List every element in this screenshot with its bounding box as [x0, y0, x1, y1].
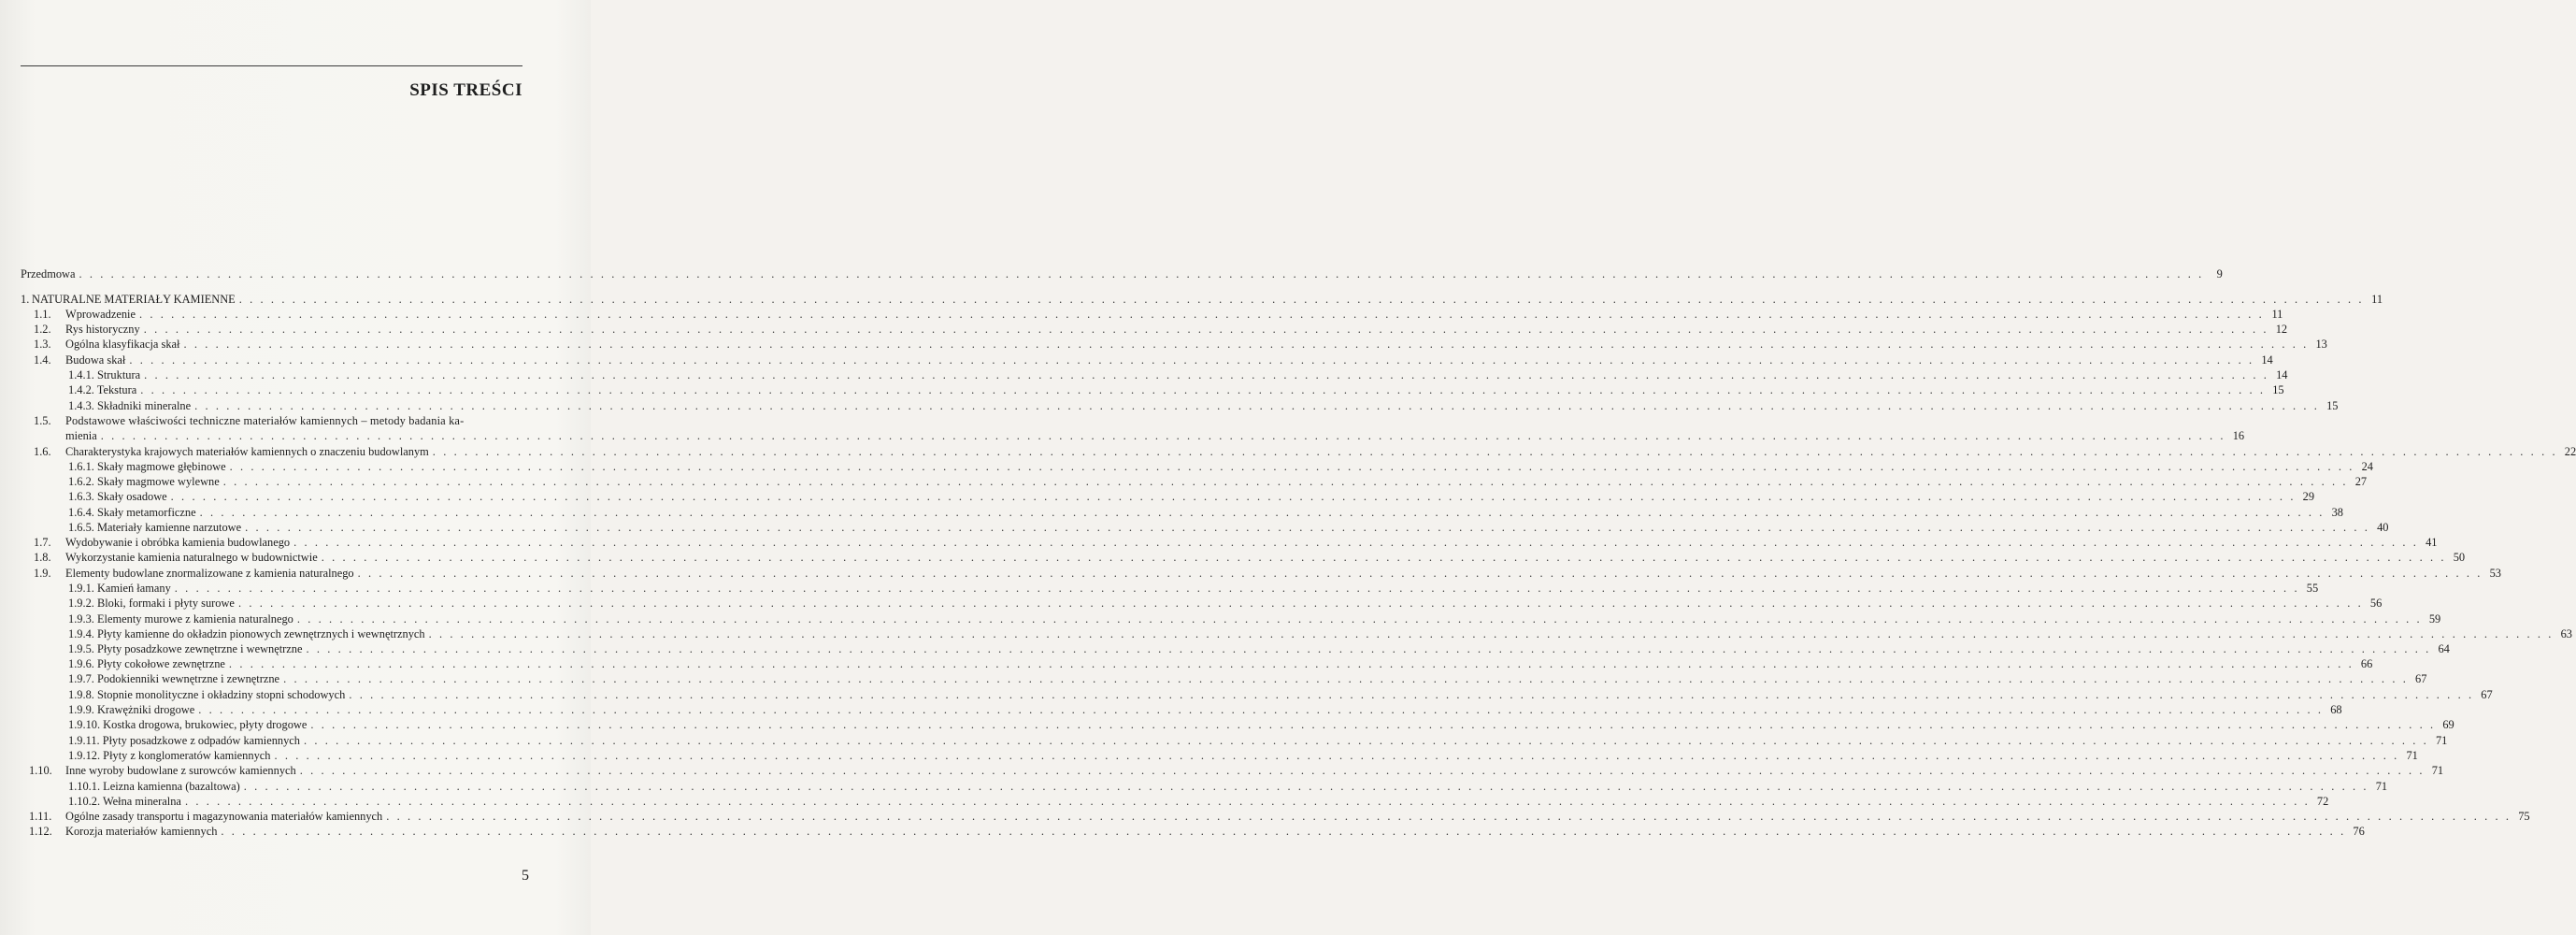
toc-entry-title: 1.9.5. Płyty posadzkowe zewnętrzne i wewnętrzne	[68, 642, 303, 655]
toc-leader-dots: . . . . . . . . . . . . . . . . . . . . . . . . . . . . . . . . . . . . . . . . . . . . . . . . . . . . . . . . . . . . . . . . . . . . . . . . . . . . . . . . . . . . . . . . . . . . . . . . . . . . . . . . . . . . . . . . . . . . . . . . . . . . . . . . . . . . . . . . . . . . . . . . . . . . . . . . . . . . . . . . . . . . . . . . . . . . . . . . . . . . . . . . . . . . . . . . . . . . . . . .	[310, 718, 2436, 731]
toc-leader-dots: . . . . . . . . . . . . . . . . . . . . . . . . . . . . . . . . . . . . . . . . . . . . . . . . . . . . . . . . . . . . . . . . . . . . . . . . . . . . . . . . . . . . . . . . . . . . . . . . . . . . . . . . . . . . . . . . . . . . . . . . . . . . . . . . . . . . . . . . . . . . . . . . . . . . . . . . . . . . . . . . . . . . . . . . . . . . . . . . . . . . . . . . . . . . . . . . . . . . . . . .	[237, 597, 2364, 610]
toc-entry-title: Budowa skał	[65, 353, 126, 367]
toc-leader-dots: . . . . . . . . . . . . . . . . . . . . . . . . . . . . . . . . . . . . . . . . . . . . . . . . . . . . . . . . . . . . . . . . . . . . . . . . . . . . . . . . . . . . . . . . . . . . . . . . . . . . . . . . . . . . . . . . . . . . . . . . . . . . . . . . . . . . . . . . . . . . . . . . . . . . . . . . . . . . . . . . . . . . . . . . . . . . . . . . . . . . . . . . . . . . . . . . . . . . . . . .	[143, 323, 2269, 336]
toc-entry-page: 66	[2360, 657, 2373, 670]
toc-entry-number: 1.4.	[34, 353, 51, 367]
toc-entry-title: 1.10.2. Wełna mineralna	[68, 795, 181, 808]
toc-entry-page: 72	[2316, 795, 2329, 808]
toc-entry-page: 27	[2354, 475, 2368, 488]
toc-leader-dots: . . . . . . . . . . . . . . . . . . . . . . . . . . . . . . . . . . . . . . . . . . . . . . . . . . . . . . . . . . . . . . . . . . . . . . . . . . . . . . . . . . . . . . . . . . . . . . . . . . . . . . . . . . . . . . . . . . . . . . . . . . . . . . . . . . . . . . . . . . . . . . . . . . . . . . . . . . . . . . . . . . . . . . . . . . . . . . . . . . . . . . . . . . . . . . . . . . . . . . . .	[293, 536, 2419, 549]
toc-entry-title: 1.9.3. Elementy murowe z kamienia naturalnego	[68, 612, 293, 626]
toc-entry-page: 55	[2306, 582, 2319, 595]
toc-leader-dots: . . . . . . . . . . . . . . . . . . . . . . . . . . . . . . . . . . . . . . . . . . . . . . . . . . . . . . . . . . . . . . . . . . . . . . . . . . . . . . . . . . . . . . . . . . . . . . . . . . . . . . . . . . . . . . . . . . . . . . . . . . . . . . . . . . . . . . . . . . . . . . . . . . . . . . . . . . . . . . . . . . . . . . . . . . . . . . . . . . . . . . . . . . . . . . . . . . . . . . . .	[245, 521, 2370, 534]
toc-entry-number: 1.2.	[34, 323, 51, 336]
toc-entry-number: 1.10.	[29, 764, 52, 777]
toc-entry-title: 1.9.10. Kostka drogowa, brukowiec, płyty drogowe	[68, 718, 308, 731]
toc-leader-dots: . . . . . . . . . . . . . . . . . . . . . . . . . . . . . . . . . . . . . . . . . . . . . . . . . . . . . . . . . . . . . . . . . . . . . . . . . . . . . . . . . . . . . . . . . . . . . . . . . . . . . . . . . . . . . . . . . . . . . . . . . . . . . . . . . . . . . . . . . . . . . . . . . . . . . . . . . . . . . . . . . . . . . . . . . . . . . . . . . . . . . . . . . . . . . . . . . . . . . . . .	[349, 688, 2474, 701]
toc-entry-page: 29	[2302, 490, 2315, 503]
toc-entry-title: 1.6.2. Skały magmowe wylewne	[68, 475, 220, 488]
toc-entry-page: 14	[2261, 353, 2273, 367]
toc-leader-dots: . . . . . . . . . . . . . . . . . . . . . . . . . . . . . . . . . . . . . . . . . . . . . . . . . . . . . . . . . . . . . . . . . . . . . . . . . . . . . . . . . . . . . . . . . . . . . . . . . . . . . . . . . . . . . . . . . . . . . . . . . . . . . . . . . . . . . . . . . . . . . . . . . . . . . . . . . . . . . . . . . . . . . . . . . . . . . . . . . . . . . . . . . . . . . . . . . . . . . . . .	[183, 338, 2309, 351]
toc-entry-page: 50	[2453, 551, 2466, 564]
toc-leader-dots: . . . . . . . . . . . . . . . . . . . . . . . . . . . . . . . . . . . . . . . . . . . . . . . . . . . . . . . . . . . . . . . . . . . . . . . . . . . . . . . . . . . . . . . . . . . . . . . . . . . . . . . . . . . . . . . . . . . . . . . . . . . . . . . . . . . . . . . . . . . . . . . . . . . . . . . . . . . . . . . . . . . . . . . . . . . . . . . . . . . . . . . . . . . . . . . . . . . . . . . .	[199, 506, 2325, 519]
toc-entry-title: 1.9.7. Podokienniki wewnętrzne i zewnętrzne	[68, 672, 280, 685]
toc-leader-dots: . . . . . . . . . . . . . . . . . . . . . . . . . . . . . . . . . . . . . . . . . . . . . . . . . . . . . . . . . . . . . . . . . . . . . . . . . . . . . . . . . . . . . . . . . . . . . . . . . . . . . . . . . . . . . . . . . . . . . . . . . . . . . . . . . . . . . . . . . . . . . . . . . . . . . . . . . . . . . . . . . . . . . . . . . . . . . . . . . . . . . . . . . . . . . . . . . . . . . . . .	[184, 795, 2311, 808]
toc-entry-title: 1.9.2. Bloki, formaki i płyty surowe	[68, 597, 235, 610]
page-number: 5	[522, 868, 529, 884]
toc-entry-page: 11	[2271, 308, 2283, 321]
toc-leader-dots: . . . . . . . . . . . . . . . . . . . . . . . . . . . . . . . . . . . . . . . . . . . . . . . . . . . . . . . . . . . . . . . . . . . . . . . . . . . . . . . . . . . . . . . . . . . . . . . . . . . . . . . . . . . . . . . . . . . . . . . . . . . . . . . . . . . . . . . . . . . . . . . . . . . . . . . . . . . . . . . . . . . . . . . . . . . . . . . . . . . . . . . . . . . . . . . . . . . . . . . .	[386, 810, 2512, 823]
toc-leader-dots: . . . . . . . . . . . . . . . . . . . . . . . . . . . . . . . . . . . . . . . . . . . . . . . . . . . . . . . . . . . . . . . . . . . . . . . . . . . . . . . . . . . . . . . . . . . . . . . . . . . . . . . . . . . . . . . . . . . . . . . . . . . . . . . . . . . . . . . . . . . . . . . . . . . . . . . . . . . . . . . . . . . . . . . . . . . . . . . . . . . . . . . . . . . . . . . . . . . . . . . .	[222, 475, 2349, 488]
toc-entry-page: 41	[2426, 536, 2438, 549]
table-of-contents	[21, 0, 2576, 935]
toc-entry-page: 71	[2435, 734, 2448, 747]
toc-entry-page: 16	[2232, 429, 2245, 442]
toc-entry-title: mienia	[65, 429, 97, 442]
toc-entry-page: 67	[2415, 672, 2427, 685]
toc-entry-title: 1.9.4. Płyty kamienne do okładzin pionowych zewnętrznych i wewnętrznych	[68, 627, 425, 640]
toc-entry-title: 1.9.11. Płyty posadzkowe z odpadów kamiennych	[68, 734, 300, 747]
toc-entry-number: 1.7.	[34, 536, 51, 549]
toc-entry-title: NATURALNE MATERIAŁY KAMIENNE	[32, 293, 236, 306]
toc-entry-page: 53	[2489, 567, 2501, 580]
toc-entry-title: Ogólne zasady transportu i magazynowania materiałów kamiennych	[65, 810, 383, 823]
toc-entry-number: 1.3.	[34, 338, 51, 351]
toc-entry-number: 1.9.	[34, 567, 51, 580]
toc-entry-title: Inne wyroby budowlane z surowców kamiennych	[65, 764, 296, 777]
toc-entry-page: 12	[2275, 323, 2288, 336]
toc-entry-title: 1.6.5. Materiały kamienne narzutowe	[68, 521, 242, 534]
toc-entry-number: 1.	[21, 293, 30, 306]
toc-leader-dots: . . . . . . . . . . . . . . . . . . . . . . . . . . . . . . . . . . . . . . . . . . . . . . . . . . . . . . . . . . . . . . . . . . . . . . . . . . . . . . . . . . . . . . . . . . . . . . . . . . . . . . . . . . . . . . . . . . . . . . . . . . . . . . . . . . . . . . . . . . . . . . . . . . . . . . . . . . . . . . . . . . . . . . . . . . . . . . . . . . . . . . . . . . . . . . . . . . . . . . . .	[296, 612, 2423, 626]
toc-leader-dots: . . . . . . . . . . . . . . . . . . . . . . . . . . . . . . . . . . . . . . . . . . . . . . . . . . . . . . . . . . . . . . . . . . . . . . . . . . . . . . . . . . . . . . . . . . . . . . . . . . . . . . . . . . . . . . . . . . . . . . . . . . . . . . . . . . . . . . . . . . . . . . . . . . . . . . . . . . . . . . . . . . . . . . . . . . . . . . . . . . . . . . . . . . . . . . . . . . . . . . . .	[129, 353, 2254, 367]
toc-leader-dots: . . . . . . . . . . . . . . . . . . . . . . . . . . . . . . . . . . . . . . . . . . . . . . . . . . . . . . . . . . . . . . . . . . . . . . . . . . . . . . . . . . . . . . . . . . . . . . . . . . . . . . . . . . . . . . . . . . . . . . . . . . . . . . . . . . . . . . . . . . . . . . . . . . . . . . . . . . . . . . . . . . . . . . . . . . . . . . . . . . . . . . . . . . . . . . . . . . . . . . . .	[198, 703, 2324, 716]
toc-entry-number: 1.6.	[34, 445, 51, 458]
toc-leader-dots: . . . . . . . . . . . . . . . . . . . . . . . . . . . . . . . . . . . . . . . . . . . . . . . . . . . . . . . . . . . . . . . . . . . . . . . . . . . . . . . . . . . . . . . . . . . . . . . . . . . . . . . . . . . . . . . . . . . . . . . . . . . . . . . . . . . . . . . . . . . . . . . . . . . . . . . . . . . . . . . . . . . . . . . . . . . . . . . . . . . . . . . . . . . . . . . . . . . . . . . .	[299, 764, 2426, 777]
toc-entry-page: 68	[2330, 703, 2342, 716]
toc-entry-page: 9	[2216, 267, 2223, 280]
toc-entry-page: 56	[2369, 597, 2383, 610]
toc-entry-title: 1.9.12. Płyty z konglomeratów kamiennych	[68, 749, 271, 762]
toc-leader-dots: . . . . . . . . . . . . . . . . . . . . . . . . . . . . . . . . . . . . . . . . . . . . . . . . . . . . . . . . . . . . . . . . . . . . . . . . . . . . . . . . . . . . . . . . . . . . . . . . . . . . . . . . . . . . . . . . . . . . . . . . . . . . . . . . . . . . . . . . . . . . . . . . . . . . . . . . . . . . . . . . . . . . . . . . . . . . . . . . . . . . . . . . . . . . . . . . . . . . . . . .	[432, 445, 2558, 458]
toc-entry-title: 1.4.2. Tekstura	[68, 383, 137, 396]
toc-entry-page: 59	[2428, 612, 2441, 626]
toc-entry-title: Wydobywanie i obróbka kamienia budowlanego	[65, 536, 291, 549]
toc-entry-title: 1.9.8. Stopnie monolityczne i okładziny stopni schodowych	[68, 688, 346, 701]
toc-entry-number: 1.8.	[34, 551, 51, 564]
toc-leader-dots: . . . . . . . . . . . . . . . . . . . . . . . . . . . . . . . . . . . . . . . . . . . . . . . . . . . . . . . . . . . . . . . . . . . . . . . . . . . . . . . . . . . . . . . . . . . . . . . . . . . . . . . . . . . . . . . . . . . . . . . . . . . . . . . . . . . . . . . . . . . . . . . . . . . . . . . . . . . . . . . . . . . . . . . . . . . . . . . . . . . . . . . . . . . . . . . . . . . . . . . .	[194, 399, 2320, 412]
toc-leader-dots: . . . . . . . . . . . . . . . . . . . . . . . . . . . . . . . . . . . . . . . . . . . . . . . . . . . . . . . . . . . . . . . . . . . . . . . . . . . . . . . . . . . . . . . . . . . . . . . . . . . . . . . . . . . . . . . . . . . . . . . . . . . . . . . . . . . . . . . . . . . . . . . . . . . . . . . . . . . . . . . . . . . . . . . . . . . . . . . . . . . . . . . . . . . . . . . . . . . . . . . .	[304, 734, 2429, 747]
page-title: SPIS TREŚCI	[409, 80, 522, 100]
toc-leader-dots: . . . . . . . . . . . . . . . . . . . . . . . . . . . . . . . . . . . . . . . . . . . . . . . . . . . . . . . . . . . . . . . . . . . . . . . . . . . . . . . . . . . . . . . . . . . . . . . . . . . . . . . . . . . . . . . . . . . . . . . . . . . . . . . . . . . . . . . . . . . . . . . . . . . . . . . . . . . . . . . . . . . . . . . . . . . . . . . . . . . . . . . . . . . . . . . . . . . . . . . .	[274, 749, 2399, 762]
toc-entry-title: 1.9.6. Płyty cokołowe zewnętrzne	[68, 657, 225, 670]
toc-entry-number: 1.5.	[34, 414, 51, 427]
toc-entry-title: Charakterystyka krajowych materiałów kamiennych o znaczeniu budowlanym	[65, 445, 429, 458]
toc-leader-dots: . . . . . . . . . . . . . . . . . . . . . . . . . . . . . . . . . . . . . . . . . . . . . . . . . . . . . . . . . . . . . . . . . . . . . . . . . . . . . . . . . . . . . . . . . . . . . . . . . . . . . . . . . . . . . . . . . . . . . . . . . . . . . . . . . . . . . . . . . . . . . . . . . . . . . . . . . . . . . . . . . . . . . . . . . . . . . . . . . . . . . . . . . . . . . . . . . . . . . . . .	[140, 383, 2266, 396]
toc-entry-title: 1.6.1. Skały magmowe głębinowe	[68, 460, 226, 473]
toc-leader-dots: . . . . . . . . . . . . . . . . . . . . . . . . . . . . . . . . . . . . . . . . . . . . . . . . . . . . . . . . . . . . . . . . . . . . . . . . . . . . . . . . . . . . . . . . . . . . . . . . . . . . . . . . . . . . . . . . . . . . . . . . . . . . . . . . . . . . . . . . . . . . . . . . . . . . . . . . . . . . . . . . . . . . . . . . . . . . . . . . . . . . . . . . . . . . . . . . . . . . . . . .	[321, 551, 2447, 564]
toc-entry-title: Korozja materiałów kamiennych	[65, 825, 218, 838]
toc-leader-dots: . . . . . . . . . . . . . . . . . . . . . . . . . . . . . . . . . . . . . . . . . . . . . . . . . . . . . . . . . . . . . . . . . . . . . . . . . . . . . . . . . . . . . . . . . . . . . . . . . . . . . . . . . . . . . . . . . . . . . . . . . . . . . . . . . . . . . . . . . . . . . . . . . . . . . . . . . . . . . . . . . . . . . . . . . . . . . . . . . . . . . . . . . . . . . . . . . . . . . . . .	[243, 780, 2369, 793]
toc-entry-page: 63	[2560, 627, 2572, 640]
toc-leader-dots: . . . . . . . . . . . . . . . . . . . . . . . . . . . . . . . . . . . . . . . . . . . . . . . . . . . . . . . . . . . . . . . . . . . . . . . . . . . . . . . . . . . . . . . . . . . . . . . . . . . . . . . . . . . . . . . . . . . . . . . . . . . . . . . . . . . . . . . . . . . . . . . . . . . . . . . . . . . . . . . . . . . . . . . . . . . . . . . . . . . . . . . . . . . . . . . . . . . . . . . .	[357, 567, 2483, 580]
toc-entry-title: Wprowadzenie	[65, 308, 136, 321]
toc-entry-page: 76	[2353, 825, 2365, 838]
toc-entry-title: Wykorzystanie kamienia naturalnego w budownictwie	[65, 551, 318, 564]
toc-entry-page: 38	[2331, 506, 2343, 519]
toc-entry-title: Ogólna klasyfikacja skał	[65, 338, 180, 351]
toc-leader-dots: . . . . . . . . . . . . . . . . . . . . . . . . . . . . . . . . . . . . . . . . . . . . . . . . . . . . . . . . . . . . . . . . . . . . . . . . . . . . . . . . . . . . . . . . . . . . . . . . . . . . . . . . . . . . . . . . . . . . . . . . . . . . . . . . . . . . . . . . . . . . . . . . . . . . . . . . . . . . . . . . . . . . . . . . . . . . . . . . . . . . . . . . . . . . . . . . . . . . . . . .	[306, 642, 2431, 655]
toc-leader-dots: . . . . . . . . . . . . . . . . . . . . . . . . . . . . . . . . . . . . . . . . . . . . . . . . . . . . . . . . . . . . . . . . . . . . . . . . . . . . . . . . . . . . . . . . . . . . . . . . . . . . . . . . . . . . . . . . . . . . . . . . . . . . . . . . . . . . . . . . . . . . . . . . . . . . . . . . . . . . . . . . . . . . . . . . . . . . . . . . . . . . . . . . . . . . . . . . . . . . . . . .	[79, 267, 2204, 280]
toc-leader-dots: . . . . . . . . . . . . . . . . . . . . . . . . . . . . . . . . . . . . . . . . . . . . . . . . . . . . . . . . . . . . . . . . . . . . . . . . . . . . . . . . . . . . . . . . . . . . . . . . . . . . . . . . . . . . . . . . . . . . . . . . . . . . . . . . . . . . . . . . . . . . . . . . . . . . . . . . . . . . . . . . . . . . . . . . . . . . . . . . . . . . . . . . . . . . . . . . . . . . . . . .	[238, 293, 2365, 306]
toc-leader-dots: . . . . . . . . . . . . . . . . . . . . . . . . . . . . . . . . . . . . . . . . . . . . . . . . . . . . . . . . . . . . . . . . . . . . . . . . . . . . . . . . . . . . . . . . . . . . . . . . . . . . . . . . . . . . . . . . . . . . . . . . . . . . . . . . . . . . . . . . . . . . . . . . . . . . . . . . . . . . . . . . . . . . . . . . . . . . . . . . . . . . . . . . . . . . . . . . . . . . . . . .	[221, 825, 2346, 838]
toc-entry-page: 13	[2315, 338, 2327, 351]
toc-entry-page: 64	[2438, 642, 2450, 655]
toc-entry-title: Podstawowe właściwości techniczne materiałów kamiennych – metody badania ka-	[65, 414, 465, 427]
toc-entry-page: 15	[2326, 399, 2339, 412]
toc-entry-page: 75	[2518, 810, 2530, 823]
toc-entry-page: 71	[2406, 749, 2418, 762]
toc-entry-page: 24	[2361, 460, 2373, 473]
toc-leader-dots: . . . . . . . . . . . . . . . . . . . . . . . . . . . . . . . . . . . . . . . . . . . . . . . . . . . . . . . . . . . . . . . . . . . . . . . . . . . . . . . . . . . . . . . . . . . . . . . . . . . . . . . . . . . . . . . . . . . . . . . . . . . . . . . . . . . . . . . . . . . . . . . . . . . . . . . . . . . . . . . . . . . . . . . . . . . . . . . . . . . . . . . . . . . . . . . . . . . . . . . .	[228, 657, 2354, 670]
toc-entry-number: 1.12.	[29, 825, 52, 838]
toc-entry-page: 11	[2371, 293, 2383, 306]
toc-leader-dots: . . . . . . . . . . . . . . . . . . . . . . . . . . . . . . . . . . . . . . . . . . . . . . . . . . . . . . . . . . . . . . . . . . . . . . . . . . . . . . . . . . . . . . . . . . . . . . . . . . . . . . . . . . . . . . . . . . . . . . . . . . . . . . . . . . . . . . . . . . . . . . . . . . . . . . . . . . . . . . . . . . . . . . . . . . . . . . . . . . . . . . . . . . . . . . . . . . . . . . . .	[428, 627, 2554, 640]
toc-entry-title: 1.4.3. Składniki mineralne	[68, 399, 192, 412]
toc-entry-number: 1.1.	[34, 308, 51, 321]
toc-entry-title: Rys historyczny	[65, 323, 140, 336]
toc-entry-title: 1.6.4. Skały metamorficzne	[68, 506, 196, 519]
toc-entry-title: 1.6.3. Skały osadowe	[68, 490, 167, 503]
toc-entry-page: 71	[2375, 780, 2388, 793]
toc-entry-number: 1.11.	[29, 810, 52, 823]
toc-entry-title: 1.4.1. Struktura	[68, 368, 141, 381]
toc-entry-page: 14	[2276, 368, 2288, 381]
toc-leader-dots: . . . . . . . . . . . . . . . . . . . . . . . . . . . . . . . . . . . . . . . . . . . . . . . . . . . . . . . . . . . . . . . . . . . . . . . . . . . . . . . . . . . . . . . . . . . . . . . . . . . . . . . . . . . . . . . . . . . . . . . . . . . . . . . . . . . . . . . . . . . . . . . . . . . . . . . . . . . . . . . . . . . . . . . . . . . . . . . . . . . . . . . . . . . . . . . . . . . . . . . .	[174, 582, 2300, 595]
toc-leader-dots: . . . . . . . . . . . . . . . . . . . . . . . . . . . . . . . . . . . . . . . . . . . . . . . . . . . . . . . . . . . . . . . . . . . . . . . . . . . . . . . . . . . . . . . . . . . . . . . . . . . . . . . . . . . . . . . . . . . . . . . . . . . . . . . . . . . . . . . . . . . . . . . . . . . . . . . . . . . . . . . . . . . . . . . . . . . . . . . . . . . . . . . . . . . . . . . . . . . . . . . .	[229, 460, 2354, 473]
toc-entry-title: 1.9.1. Kamień łamany	[68, 582, 171, 595]
toc-leader-dots: . . . . . . . . . . . . . . . . . . . . . . . . . . . . . . . . . . . . . . . . . . . . . . . . . . . . . . . . . . . . . . . . . . . . . . . . . . . . . . . . . . . . . . . . . . . . . . . . . . . . . . . . . . . . . . . . . . . . . . . . . . . . . . . . . . . . . . . . . . . . . . . . . . . . . . . . . . . . . . . . . . . . . . . . . . . . . . . . . . . . . . . . . . . . . . . . . . . . . . . .	[144, 368, 2269, 381]
toc-entry-title: Elementy budowlane znormalizowane z kamienia naturalnego	[65, 567, 354, 580]
toc-leader-dots: . . . . . . . . . . . . . . . . . . . . . . . . . . . . . . . . . . . . . . . . . . . . . . . . . . . . . . . . . . . . . . . . . . . . . . . . . . . . . . . . . . . . . . . . . . . . . . . . . . . . . . . . . . . . . . . . . . . . . . . . . . . . . . . . . . . . . . . . . . . . . . . . . . . . . . . . . . . . . . . . . . . . . . . . . . . . . . . . . . . . . . . . . . . . . . . . . . . . . . . .	[170, 490, 2297, 503]
toc-entry-page: 71	[2431, 764, 2444, 777]
toc-entry-page: 69	[2442, 718, 2454, 731]
toc-entry-title: 1.10.1. Leizna kamienna (bazaltowa)	[68, 780, 240, 793]
toc-entry-title: 1.9.9. Krawężniki drogowe	[68, 703, 195, 716]
toc-leader-dots: . . . . . . . . . . . . . . . . . . . . . . . . . . . . . . . . . . . . . . . . . . . . . . . . . . . . . . . . . . . . . . . . . . . . . . . . . . . . . . . . . . . . . . . . . . . . . . . . . . . . . . . . . . . . . . . . . . . . . . . . . . . . . . . . . . . . . . . . . . . . . . . . . . . . . . . . . . . . . . . . . . . . . . . . . . . . . . . . . . . . . . . . . . . . . . . . . . . . . . . .	[283, 672, 2409, 685]
toc-entry-title: Przedmowa	[21, 267, 76, 280]
toc-entry-page: 15	[2272, 383, 2284, 396]
toc-entry-page: 67	[2481, 688, 2493, 701]
toc-leader-dots: . . . . . . . . . . . . . . . . . . . . . . . . . . . . . . . . . . . . . . . . . . . . . . . . . . . . . . . . . . . . . . . . . . . . . . . . . . . . . . . . . . . . . . . . . . . . . . . . . . . . . . . . . . . . . . . . . . . . . . . . . . . . . . . . . . . . . . . . . . . . . . . . . . . . . . . . . . . . . . . . . . . . . . . . . . . . . . . . . . . . . . . . . . . . . . . . . . . . . . . .	[100, 429, 2226, 442]
toc-entry-page: 40	[2377, 521, 2389, 534]
toc-entry-page: 22	[2564, 445, 2576, 458]
toc-leader-dots: . . . . . . . . . . . . . . . . . . . . . . . . . . . . . . . . . . . . . . . . . . . . . . . . . . . . . . . . . . . . . . . . . . . . . . . . . . . . . . . . . . . . . . . . . . . . . . . . . . . . . . . . . . . . . . . . . . . . . . . . . . . . . . . . . . . . . . . . . . . . . . . . . . . . . . . . . . . . . . . . . . . . . . . . . . . . . . . . . . . . . . . . . . . . . . . . . . . . . . . .	[139, 308, 2265, 321]
